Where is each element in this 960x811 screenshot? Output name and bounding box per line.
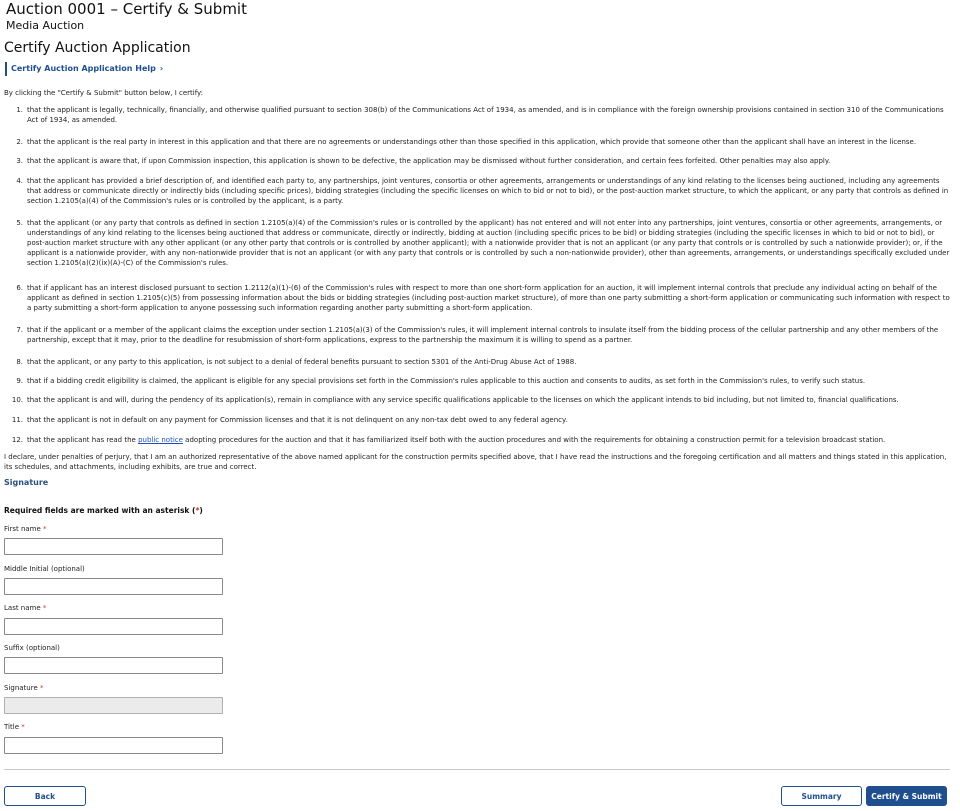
- certification-item: [4, 395, 952, 405]
- field-label-text: Signature: [4, 684, 38, 692]
- certification-item: [4, 376, 952, 386]
- certification-item: [4, 105, 952, 125]
- certification-text: that the applicant is and will, during the pendency of its application(s), remain in compliance with any service specific qualifications applicable to the licenses on which the applicant intends to bid including, but not limited to, financial qualifications.: [27, 396, 899, 404]
- app-title: Auction 0001 – Certify & Submit: [6, 0, 247, 18]
- required-asterisk: *: [42, 604, 47, 612]
- certification-text: that the applicant is the real party in interest in this application and that there are no agreements or understandings other than those specified in this application, which provide that someone other than the applicant shall have an interest in the license.: [27, 138, 917, 146]
- certification-number: 6.: [16, 284, 23, 292]
- certification-text: that the applicant is aware that, if upon Commission inspection, this application is shown to be defective, the application may be dismissed without further consideration, and certain fees forfeited. Other penalties may also apply.: [27, 157, 831, 165]
- middle-initial-label: [4, 564, 85, 574]
- first-name-label: [4, 524, 47, 534]
- certification-text-after-link: adopting procedures for the auction and that it has familiarized itself both with the auction procedures and with the requirements for obtaining a construction permit for a television broadcast station.: [185, 436, 886, 444]
- certification-number: 7.: [16, 326, 23, 334]
- certification-number: 1.: [16, 106, 23, 114]
- last-name-input[interactable]: [4, 618, 223, 635]
- certification-text: that if the applicant or a member of the applicant claims the exception under section 1.2105(a)(3) of the Commission's rules, it will implement internal controls to insulate itself from the bidding process of the cellular partnership and any other members of the partnership, except that it may, prior to the deadline for resubmission of short-form applications, express to the partnership the maximum it is willing to spend as a partner.: [27, 326, 939, 344]
- title-input[interactable]: [4, 737, 223, 754]
- certification-item: [4, 176, 952, 206]
- certification-number: 3.: [16, 157, 23, 165]
- field-label-text: Last name: [4, 604, 41, 612]
- summary-button[interactable]: Summary: [781, 786, 862, 806]
- certification-item: [4, 415, 952, 425]
- certify-intro: By clicking the "Certify & Submit" button below, I certify:: [4, 89, 204, 97]
- certification-number: 5.: [16, 219, 23, 227]
- certification-item: [4, 137, 952, 147]
- field-label-text: Suffix (optional): [4, 644, 60, 652]
- first-name-input[interactable]: [4, 538, 223, 555]
- public-notice-link[interactable]: public notice: [138, 436, 183, 444]
- certification-item: [4, 357, 952, 367]
- help-link-label: Certify Auction Application Help: [11, 64, 156, 73]
- suffix-label: [4, 643, 60, 653]
- app-subtitle: Media Auction: [6, 19, 85, 32]
- certification-text: that the applicant is not in default on any payment for Commission licenses and that it is not delinquent on any non-tax debt owed to any federal agency.: [27, 416, 568, 424]
- footer-divider: [4, 769, 950, 770]
- required-note-end: ): [199, 506, 203, 515]
- required-note-text: Required fields are marked with an asterisk (: [4, 506, 196, 515]
- certification-item: [4, 218, 952, 268]
- certification-number: 4.: [16, 177, 23, 185]
- certification-text: that if a bidding credit eligibility is claimed, the applicant is eligible for any special provisions set forth in the Commission's rules applicable to this auction and consents to audits, as set forth in the Commission's rules, to verify such status.: [27, 377, 866, 385]
- app-header: [6, 0, 247, 33]
- signature-heading: Signature: [4, 478, 49, 487]
- certification-number: 9.: [16, 377, 23, 385]
- signature-input: [4, 697, 223, 714]
- certification-text: that if applicant has an interest disclosed pursuant to section 1.2112(a)(1)-(6) of the Commission's rules with respect to more than one short-form application for an auction, it will implement internal controls that preclude any individual acting on behalf of the applicant as defined in section 1.2105(c)(5) from possessing information about the bids or bidding strategies (including post-auction market structure), of more than one party submitting a short-form application or communicating such information with respect to a party submitting a short-form application to anyone possessing such information regarding another party submitting a short-form application.: [27, 284, 950, 312]
- certification-item: [4, 156, 952, 166]
- required-fields-note: [4, 506, 203, 516]
- middle-initial-input[interactable]: [4, 578, 223, 595]
- certification-number: 12.: [11, 436, 23, 444]
- field-label-text: First name: [4, 525, 41, 533]
- certification-text-before-link: that the applicant has read the: [27, 436, 136, 444]
- certification-text: that the applicant (or any party that controls as defined in section 1.2105(a)(4) of the Commission's rules or is controlled by the applicant) has not entered and will not enter into any partnerships, joint ventures, consortia or other agreements, arrangements, or understandings of any kind relating to the licenses being auctioned that address or communicate, directly or indirectly, bidding at auction (including specific prices to be bid) or bidding strategies (including the specific licenses in which to bid or not to bid), or post-auction market structure with any other applicant (or any other party that controls or is controlled by another applicant); with a nationwide provider that is not an applicant (or any party that controls or is controlled by such a nationwide provider); or, if the applicant is a nationwide provider, with any non-nationwide provider that is not an applicant (or with any party that controls or is controlled by such a non-nationwide provider), other than agreements, arrangements, or understandings specifically excluded under section 1.2105(a)(2)(ix)(A)-(C) of the Commission's rules.: [27, 219, 950, 267]
- certification-item: [4, 283, 952, 313]
- certification-text: that the applicant is legally, technically, financially, and otherwise qualified pursuant to section 308(b) of the Communications Act of 1934, as amended, and is in compliance with the foreign ownership provisions contained in section 310 of the Communications Act of 1934, as amended.: [27, 106, 944, 124]
- required-asterisk: *: [21, 723, 25, 731]
- certification-item: [4, 325, 952, 345]
- certification-item: [4, 435, 952, 445]
- required-asterisk: *: [195, 506, 200, 515]
- certification-number: 11.: [11, 416, 23, 424]
- required-asterisk: *: [43, 525, 47, 533]
- page-title: Certify Auction Application: [4, 40, 191, 56]
- certify-help-link[interactable]: [5, 62, 163, 76]
- suffix-input[interactable]: [4, 657, 223, 674]
- chevron-right-icon: ›: [159, 64, 164, 73]
- certification-text: that the applicant has provided a brief description of, and identified each party to, any partnerships, joint ventures, consortia or other agreements, arrangements or understandings of any kind relating to the licenses being auctioned, including any agreements that address or communicate directly or indirectly bids (including specific prices), bidding strategies (including the specific licenses on which to bid or not to bid), or the post-auction market structure, to which the applicant, or any party that controls as defined in section 1.2105(a)(4) of the Commission's rules or is controlled by the applicant, is a party.: [27, 177, 949, 205]
- field-label-text: Middle Initial (optional): [4, 565, 85, 573]
- required-asterisk: *: [40, 684, 44, 692]
- last-name-label: [4, 603, 46, 613]
- certify-submit-button[interactable]: Certify & Submit: [866, 786, 947, 806]
- title-label: [4, 722, 25, 732]
- back-button[interactable]: Back: [4, 786, 86, 806]
- signature-label: [4, 683, 44, 693]
- certification-text: that the applicant, or any party to this application, is not subject to a denial of federal benefits pursuant to section 5301 of the Anti-Drug Abuse Act of 1988.: [27, 358, 577, 366]
- certification-text: [27, 435, 952, 445]
- certification-number: 10.: [11, 396, 23, 404]
- field-label-text: Title: [4, 723, 20, 731]
- perjury-declaration: I declare, under penalties of perjury, that I am an authorized representative of the above named applicant for the construction permits specified above, that I have read the instructions and the foregoing certification and all matters and things stated in this application, its schedules, and attachments, including exhibits, are true and correct.: [4, 453, 947, 471]
- certification-number: 8.: [16, 358, 23, 366]
- certification-number: 2.: [16, 138, 23, 146]
